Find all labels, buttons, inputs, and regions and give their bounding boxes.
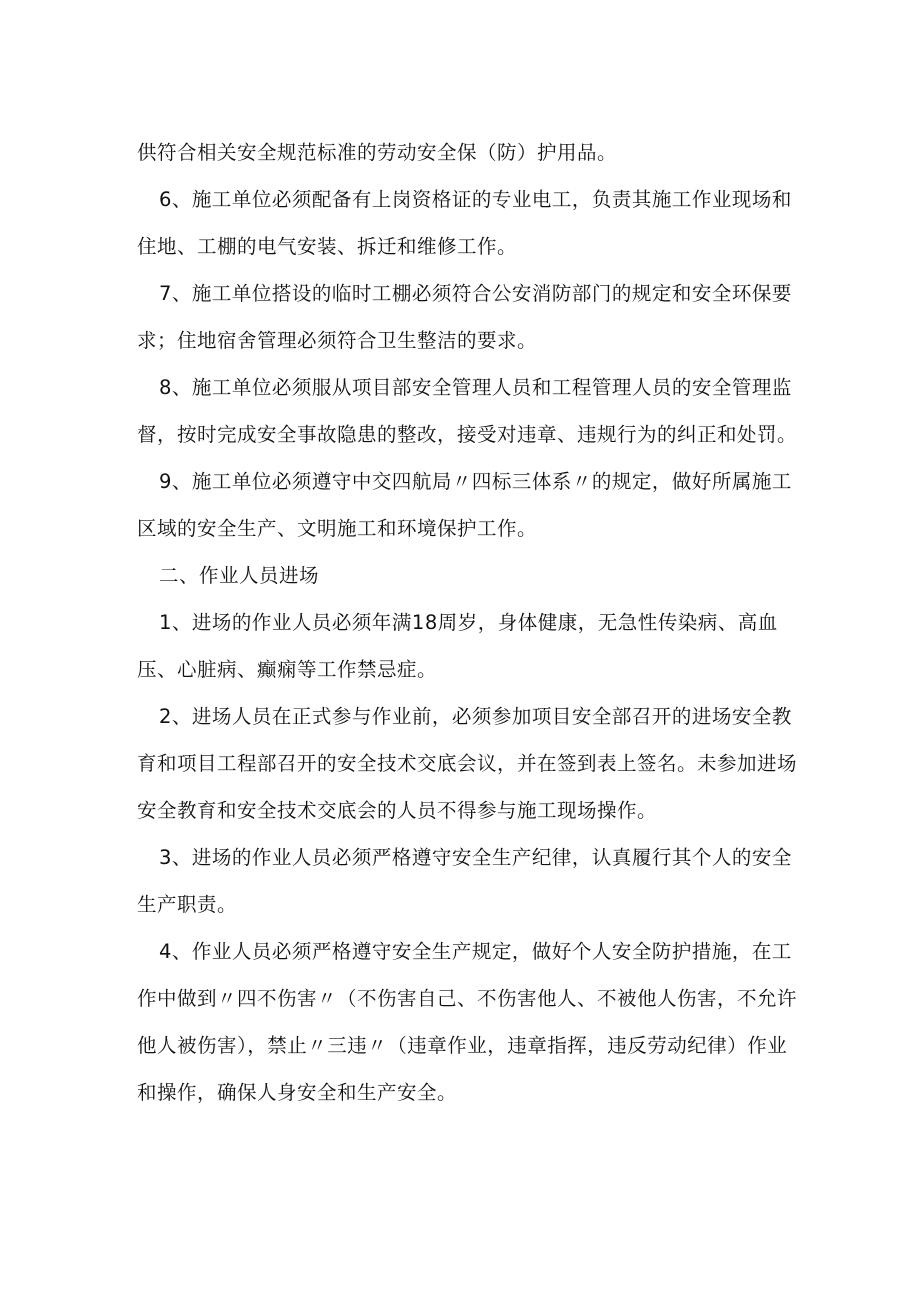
paragraph-item-8 [137,364,797,458]
paragraph-personnel-3 [137,834,797,928]
text-line: 育和项目工程部召开的安全技术交底会议，并在签到表上签名。未参加进场 [137,752,798,775]
text-line: 作中做到〃四不伤害〃（不伤害自己、不伤害他人、不被他人伤害，不允许 [137,987,798,1010]
text-line: 供符合相关安全规范标准的劳动安全保（防）护用品。 [137,141,618,164]
paragraph-continuation [137,129,797,176]
paragraph-item-7 [137,270,797,364]
text-line: 他人被伤害），禁止〃三违〃（违章作业，违章指挥，违反劳动纪律）作业 [137,1034,788,1057]
paragraph-personnel-4 [137,928,797,1116]
text-line: 区域的安全生产、文明施工和环境保护工作。 [137,517,538,540]
section-heading [137,552,797,599]
text-line: 3、进场的作业人员必须严格遵守安全生产纪律，认真履行其个人的安全 [159,846,792,869]
text-line: 8、施工单位必须服从项目部安全管理人员和工程管理人员的安全管理监 [159,376,792,399]
text-line: 6、施工单位必须配备有上岗资格证的专业电工，负责其施工作业现场和 [159,188,792,211]
text-line: 督，按时完成安全事故隐患的整改，接受对违章、违规行为的纠正和处罚。 [137,423,798,446]
text-line: 9、施工单位必须遵守中交四航局〃四标三体系〃的规定，做好所属施工 [159,470,792,493]
paragraph-personnel-2 [137,693,797,834]
text-line: 7、施工单位搭设的临时工棚必须符合公安消防部门的规定和安全环保要 [159,282,792,305]
paragraph-item-9 [137,458,797,552]
text-line: 求；住地宿舍管理必须符合卫生整洁的要求。 [137,329,538,352]
text-line: 1、进场的作业人员必须年满18周岁，身体健康，无急性传染病、高血 [159,611,778,634]
text-line: 生产职责。 [137,893,238,916]
text-line: 2、进场人员在正式参与作业前，必须参加项目安全部召开的进场安全教 [159,705,792,728]
document-body [137,129,797,1116]
paragraph-personnel-1 [137,599,797,693]
text-line: 压、心脏病、癫痫等工作禁忌症。 [137,658,438,681]
text-line: 和操作，确保人身安全和生产安全。 [137,1081,458,1104]
section-heading-text: 二、作业人员进场 [159,564,320,587]
text-line: 4、作业人员必须严格遵守安全生产规定，做好个人安全防护措施，在工 [159,940,792,963]
text-line: 住地、工棚的电气安装、拆迁和维修工作。 [137,235,518,258]
text-line: 安全教育和安全技术交底会的人员不得参与施工现场操作。 [137,799,658,822]
paragraph-item-6 [137,176,797,270]
